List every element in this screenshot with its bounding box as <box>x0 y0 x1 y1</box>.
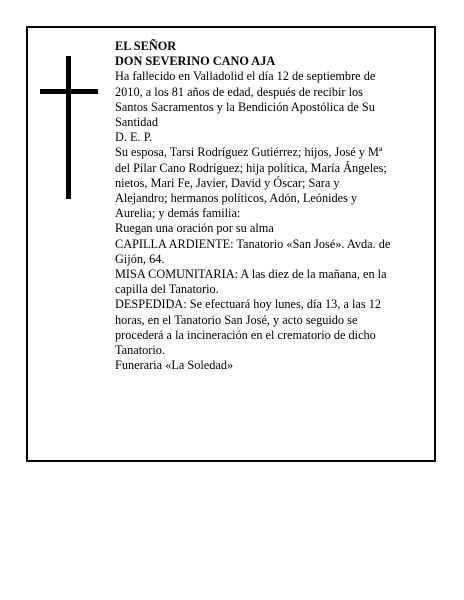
notice-line: Aurelia; y demás familia: <box>115 206 241 221</box>
notice-line: Santidad <box>115 115 159 130</box>
notice-text <box>115 39 431 373</box>
notice-line: Gijón, 64. <box>115 251 165 266</box>
notice-line: Alejandro; hermanos políticos, Adón, Leónides y <box>115 191 358 206</box>
notice-line: Tanatorio. <box>115 343 166 358</box>
notice-line: Ruegan una oración por su alma <box>115 221 274 236</box>
notice-line: Ha fallecido en Valladolid el día 12 de septiembre de <box>115 69 376 84</box>
deceased-name: DON SEVERINO CANO AJA <box>115 54 276 69</box>
notice-line: CAPILLA ARDIENTE: Tanatorio «San José». Avda. de <box>115 236 391 251</box>
notice-line: horas, en el Tanatorio San José, y acto seguido se <box>115 312 358 327</box>
notice-line: nietos, Mari Fe, Javier, David y Óscar; Sara y <box>115 175 340 190</box>
notice-line: MISA COMUNITARIA: A las diez de la mañana, en la <box>115 267 387 282</box>
notice-line: capilla del Tanatorio. <box>115 282 219 297</box>
notice-line: Santos Sacramentos y la Bendición Apostólica de Su <box>115 99 375 114</box>
notice-title: EL SEÑOR <box>115 39 177 53</box>
notice-line: D. E. P. <box>115 130 153 145</box>
notice-line: Funeraria «La Soledad» <box>115 358 234 373</box>
notice-line: 2010, a los 81 años de edad, después de recibir los <box>115 84 363 99</box>
obituary-notice <box>26 26 436 462</box>
notice-line: procederá a la incineración en el crematorio de dicho <box>115 327 376 342</box>
notice-line: Su esposa, Tarsi Rodríguez Gutiérrez; hijos, José y Mª <box>115 145 383 160</box>
notice-line: DESPEDIDA: Se efectuará hoy lunes, día 13, a las 12 <box>115 297 382 312</box>
notice-line: del Pilar Cano Rodríguez; hija política, María Ángeles; <box>115 160 387 175</box>
cross-icon <box>40 56 98 199</box>
